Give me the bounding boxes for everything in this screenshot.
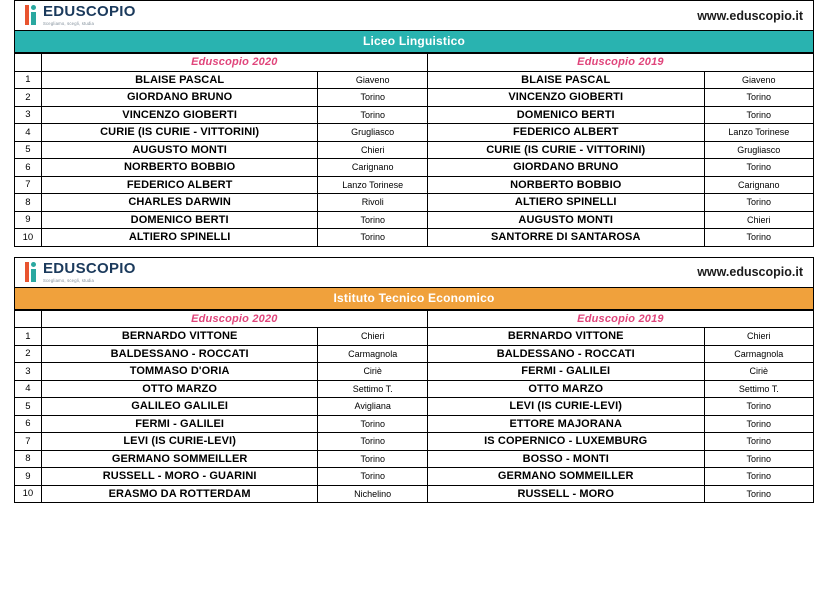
school-name-2019: GIORDANO BRUNO (427, 159, 704, 177)
rank-number: 1 (15, 328, 42, 346)
school-name-2019: IS COPERNICO - LUXEMBURG (427, 433, 704, 451)
school-city-2019: Torino (704, 433, 813, 451)
rank-number: 7 (15, 176, 42, 194)
school-name-2020: BALDESSANO - ROCCATI (41, 345, 318, 363)
school-city-2019: Torino (704, 229, 813, 247)
panel-title-istituto-tecnico-economico: Istituto Tecnico Economico (14, 287, 814, 310)
rank-number: 4 (15, 124, 42, 142)
school-name-2019: LEVI (IS CURIE-LEVI) (427, 398, 704, 416)
school-city-2020: Lanzo Torinese (318, 176, 427, 194)
logo-wordmark: EDUSCOPIO (43, 3, 136, 21)
school-city-2020: Torino (318, 415, 427, 433)
school-name-2020: RUSSELL - MORO - GUARINI (41, 468, 318, 486)
ranking-table-liceo-linguistico (14, 53, 814, 247)
header-eduscopio-2020: Eduscopio 2020 (41, 310, 427, 328)
eduscopio-logo-icon (25, 5, 38, 25)
school-name-2020: OTTO MARZO (41, 380, 318, 398)
eduscopio-logo (25, 4, 136, 26)
rank-number: 10 (15, 229, 42, 247)
school-city-2019: Torino (704, 450, 813, 468)
school-name-2019: BALDESSANO - ROCCATI (427, 345, 704, 363)
school-name-2019: GERMANO SOMMEILLER (427, 468, 704, 486)
table-row (15, 485, 814, 503)
table-row (15, 328, 814, 346)
school-city-2019: Carignano (704, 176, 813, 194)
school-city-2019: Torino (704, 398, 813, 416)
eduscopio-logo (25, 261, 136, 283)
rank-number: 6 (15, 415, 42, 433)
school-city-2019: Torino (704, 106, 813, 124)
school-name-2020: FERMI - GALILEI (41, 415, 318, 433)
school-city-2020: Torino (318, 106, 427, 124)
rank-number: 2 (15, 89, 42, 107)
school-name-2020: GERMANO SOMMEILLER (41, 450, 318, 468)
school-name-2020: BERNARDO VITTONE (41, 328, 318, 346)
eduscopio-logo-icon (25, 262, 38, 282)
table-row (15, 468, 814, 486)
ranking-table-istituto-tecnico-economico (14, 310, 814, 504)
school-city-2020: Settimo T. (318, 380, 427, 398)
school-city-2019: Torino (704, 485, 813, 503)
header-eduscopio-2019: Eduscopio 2019 (427, 310, 813, 328)
table-row (15, 363, 814, 381)
table-row (15, 345, 814, 363)
school-name-2019: VINCENZO GIOBERTI (427, 89, 704, 107)
website-url: www.eduscopio.it (697, 8, 803, 23)
school-city-2020: Torino (318, 468, 427, 486)
table-row (15, 398, 814, 416)
school-name-2020: CURIE (IS CURIE - VITTORINI) (41, 124, 318, 142)
rank-number: 9 (15, 211, 42, 229)
school-name-2019: SANTORRE DI SANTAROSA (427, 229, 704, 247)
table-row (15, 211, 814, 229)
school-name-2020: ALTIERO SPINELLI (41, 229, 318, 247)
school-city-2020: Torino (318, 433, 427, 451)
table-row (15, 176, 814, 194)
school-city-2019: Chieri (704, 211, 813, 229)
school-name-2019: BOSSO - MONTI (427, 450, 704, 468)
rank-number: 3 (15, 363, 42, 381)
school-city-2020: Giaveno (318, 71, 427, 89)
school-city-2020: Torino (318, 229, 427, 247)
school-city-2020: Grugliasco (318, 124, 427, 142)
school-name-2020: VINCENZO GIOBERTI (41, 106, 318, 124)
page-bottom-whitespace (0, 503, 828, 613)
logo-tagline: Scegliamo, scegli, studia (43, 277, 95, 283)
rank-number: 5 (15, 398, 42, 416)
rank-number: 1 (15, 71, 42, 89)
school-city-2019: Lanzo Torinese (704, 124, 813, 142)
school-name-2020: ERASMO DA ROTTERDAM (41, 485, 318, 503)
school-city-2019: Torino (704, 194, 813, 212)
school-city-2019: Grugliasco (704, 141, 813, 159)
school-city-2019: Giaveno (704, 71, 813, 89)
rank-number: 8 (15, 194, 42, 212)
school-city-2020: Carmagnola (318, 345, 427, 363)
school-city-2020: Torino (318, 89, 427, 107)
school-name-2019: RUSSELL - MORO (427, 485, 704, 503)
school-city-2020: Torino (318, 450, 427, 468)
school-name-2019: FERMI - GALILEI (427, 363, 704, 381)
table-row (15, 71, 814, 89)
school-city-2019: Settimo T. (704, 380, 813, 398)
table-row (15, 89, 814, 107)
school-name-2019: ALTIERO SPINELLI (427, 194, 704, 212)
school-name-2020: TOMMASO D'ORIA (41, 363, 318, 381)
rank-number: 4 (15, 380, 42, 398)
rank-number: 6 (15, 159, 42, 177)
school-name-2019: BLAISE PASCAL (427, 71, 704, 89)
brand-bar (14, 257, 814, 287)
school-city-2020: Rivoli (318, 194, 427, 212)
table-row (15, 433, 814, 451)
rank-number: 10 (15, 485, 42, 503)
school-city-2019: Torino (704, 415, 813, 433)
school-name-2019: BERNARDO VITTONE (427, 328, 704, 346)
logo-text (43, 261, 136, 283)
panel-liceo-linguistico (14, 0, 814, 247)
school-name-2020: DOMENICO BERTI (41, 211, 318, 229)
school-name-2019: NORBERTO BOBBIO (427, 176, 704, 194)
school-name-2020: GALILEO GALILEI (41, 398, 318, 416)
school-city-2019: Torino (704, 159, 813, 177)
rank-number: 9 (15, 468, 42, 486)
table-row (15, 194, 814, 212)
school-city-2020: Avigliana (318, 398, 427, 416)
table-row (15, 159, 814, 177)
school-name-2019: FEDERICO ALBERT (427, 124, 704, 142)
table-row (15, 415, 814, 433)
rank-number: 7 (15, 433, 42, 451)
school-city-2020: Carignano (318, 159, 427, 177)
rank-number: 5 (15, 141, 42, 159)
school-city-2019: Torino (704, 89, 813, 107)
school-name-2019: OTTO MARZO (427, 380, 704, 398)
website-url: www.eduscopio.it (697, 265, 803, 279)
table-header-row (15, 54, 814, 72)
school-city-2019: Ciriè (704, 363, 813, 381)
rank-number: 8 (15, 450, 42, 468)
school-name-2020: CHARLES DARWIN (41, 194, 318, 212)
table-row (15, 141, 814, 159)
school-name-2020: BLAISE PASCAL (41, 71, 318, 89)
school-city-2020: Ciriè (318, 363, 427, 381)
panel-istituto-tecnico-economico (14, 257, 814, 504)
school-city-2019: Carmagnola (704, 345, 813, 363)
school-name-2019: ETTORE MAJORANA (427, 415, 704, 433)
table-row (15, 124, 814, 142)
rank-number: 3 (15, 106, 42, 124)
school-name-2020: FEDERICO ALBERT (41, 176, 318, 194)
school-city-2020: Torino (318, 211, 427, 229)
logo-tagline: Scegliamo, scegli, studia (43, 21, 95, 27)
school-city-2020: Chieri (318, 141, 427, 159)
school-name-2019: AUGUSTO MONTI (427, 211, 704, 229)
brand-bar (14, 0, 814, 30)
header-eduscopio-2019: Eduscopio 2019 (427, 54, 813, 72)
school-name-2020: LEVI (IS CURIE-LEVI) (41, 433, 318, 451)
school-name-2019: CURIE (IS CURIE - VITTORINI) (427, 141, 704, 159)
table-row (15, 450, 814, 468)
school-city-2019: Torino (704, 468, 813, 486)
table-row (15, 106, 814, 124)
school-name-2019: DOMENICO BERTI (427, 106, 704, 124)
logo-text (43, 4, 136, 26)
panel-title-liceo-linguistico: Liceo Linguistico (14, 30, 814, 53)
school-city-2020: Chieri (318, 328, 427, 346)
rank-number: 2 (15, 345, 42, 363)
school-city-2019: Chieri (704, 328, 813, 346)
school-name-2020: NORBERTO BOBBIO (41, 159, 318, 177)
school-name-2020: GIORDANO BRUNO (41, 89, 318, 107)
table-header-row (15, 310, 814, 328)
header-eduscopio-2020: Eduscopio 2020 (41, 54, 427, 72)
logo-wordmark: EDUSCOPIO (43, 259, 136, 277)
header-cell-blank (15, 54, 42, 72)
table-row (15, 229, 814, 247)
header-cell-blank (15, 310, 42, 328)
school-name-2020: AUGUSTO MONTI (41, 141, 318, 159)
school-city-2020: Nichelino (318, 485, 427, 503)
table-row (15, 380, 814, 398)
